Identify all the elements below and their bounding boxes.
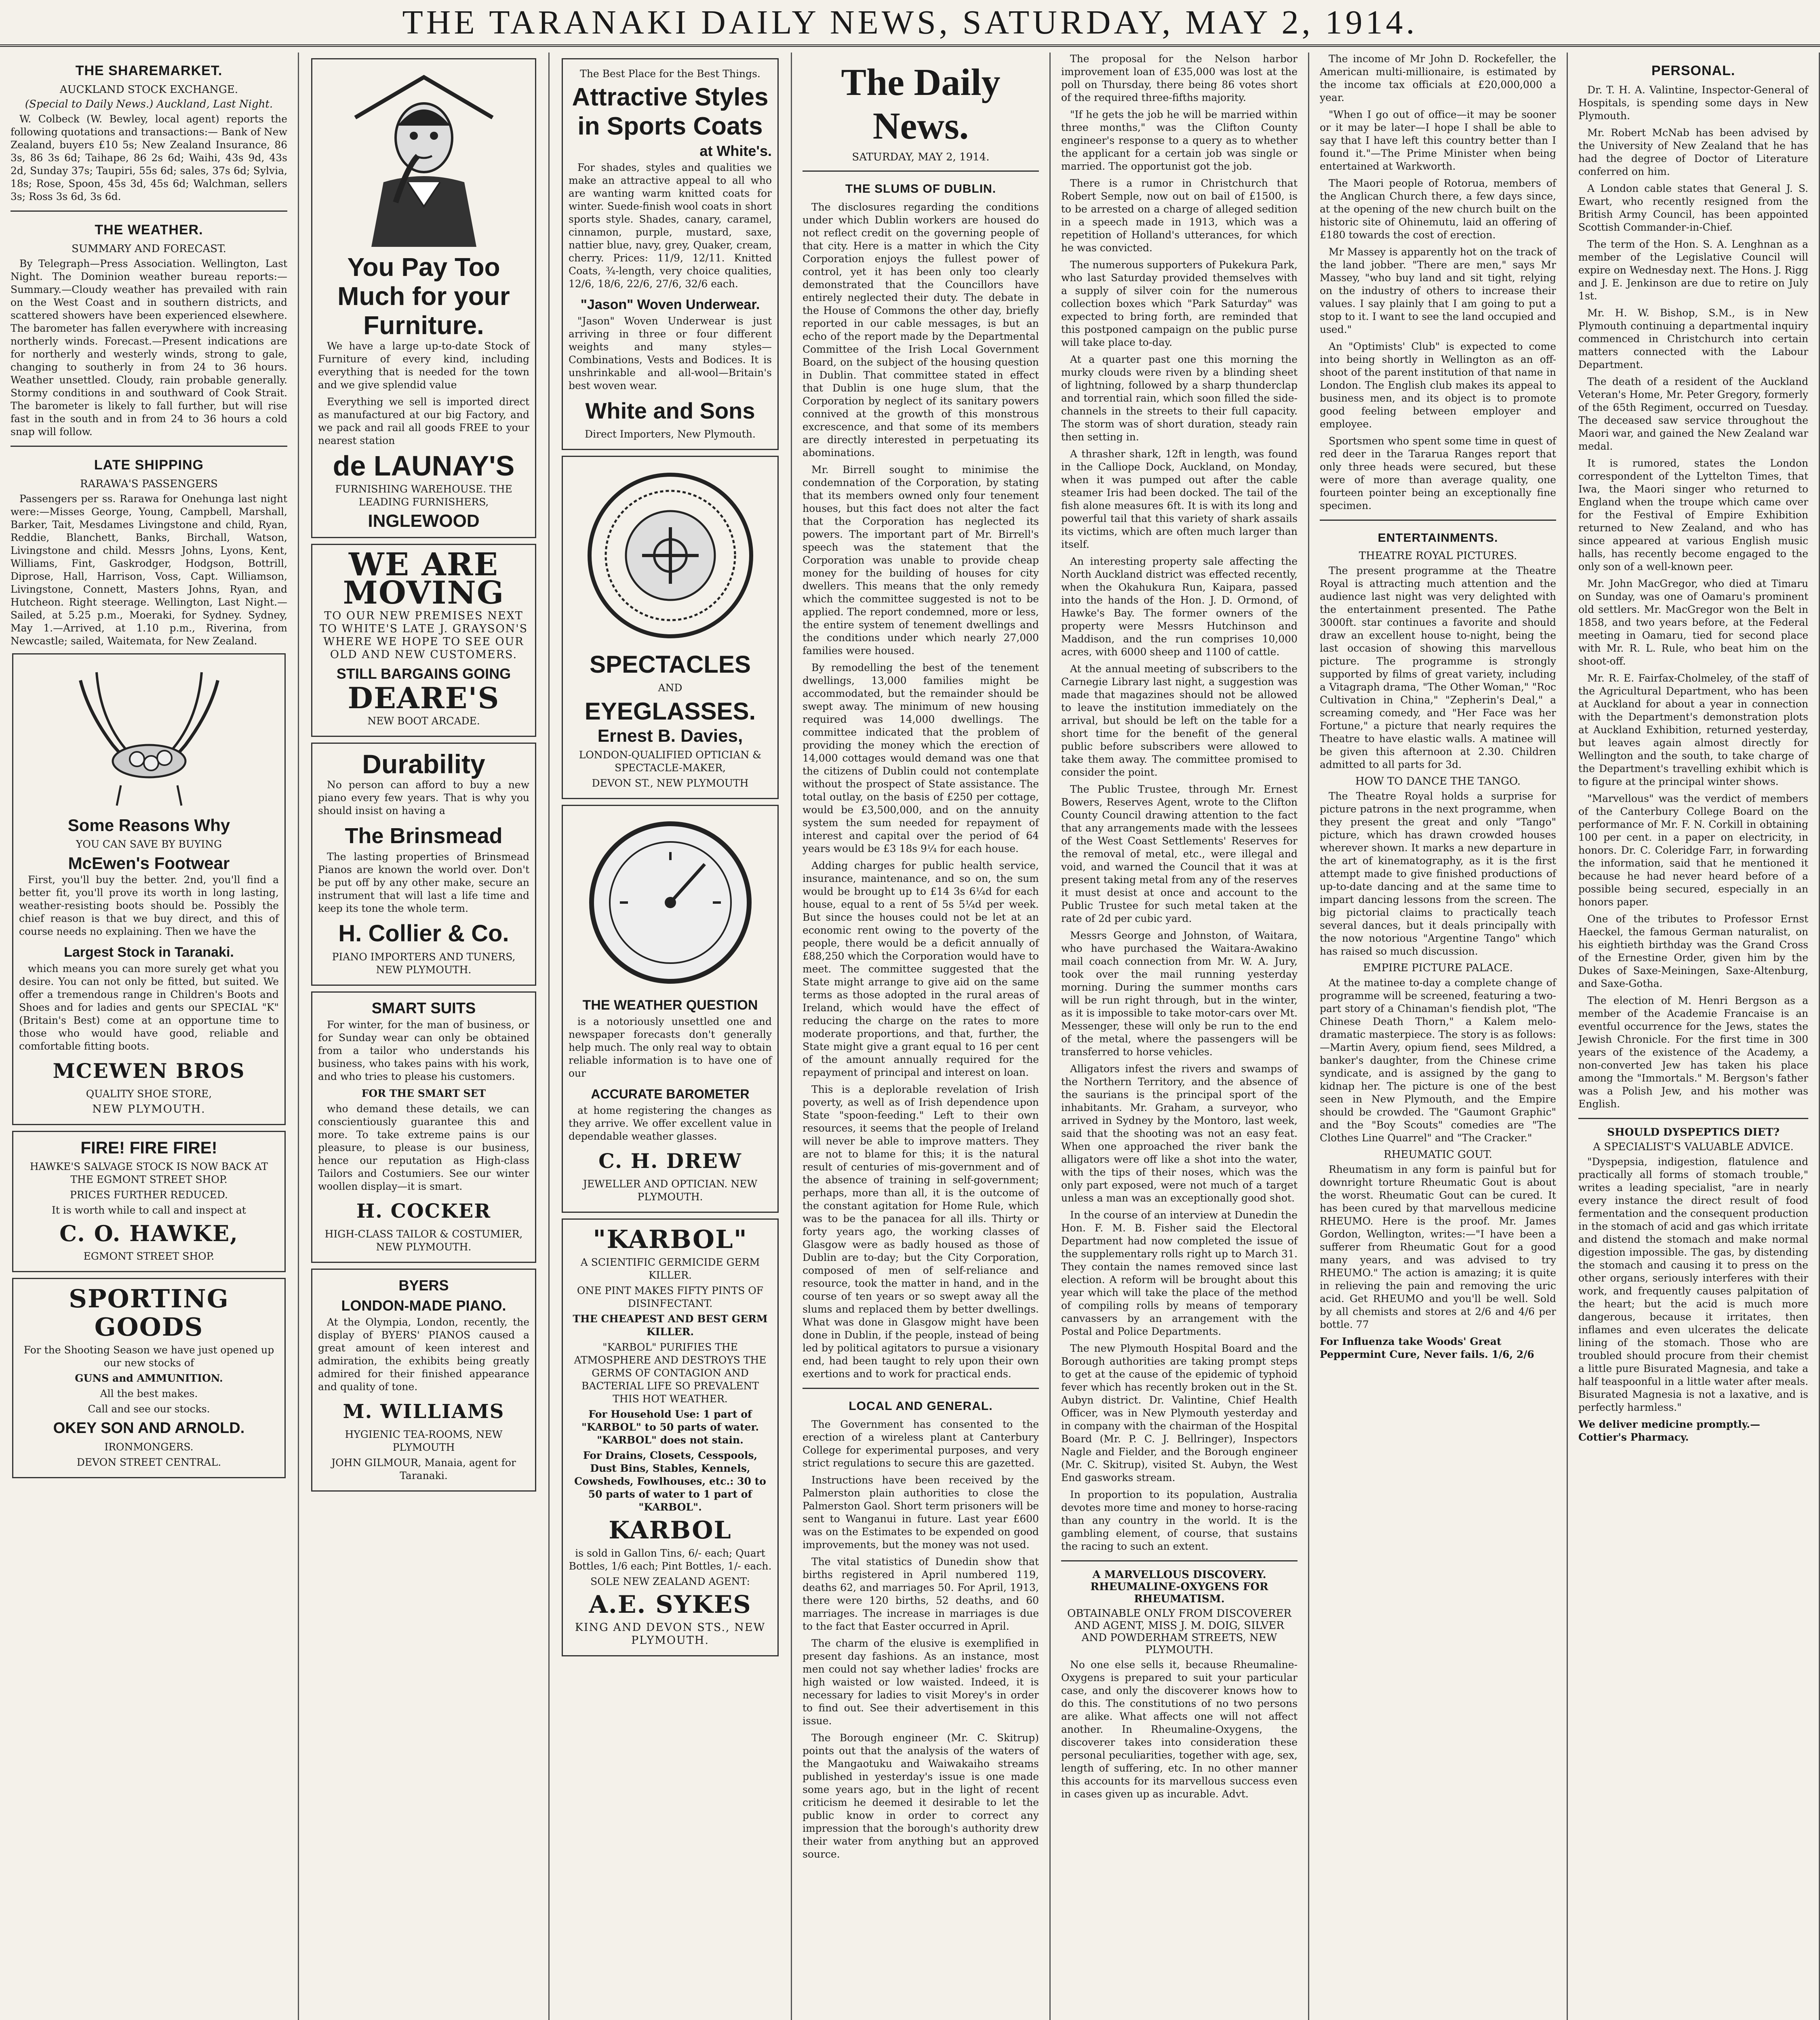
okey-name: OKEY SON AND ARNOLD. bbox=[53, 1420, 245, 1437]
cocker-name: H. COCKER bbox=[356, 1200, 491, 1223]
exchange-heading: AUCKLAND STOCK EXCHANGE. bbox=[59, 84, 238, 96]
advice-heading: A SPECIALIST'S VALUABLE ADVICE. bbox=[1593, 1141, 1794, 1153]
news-paragraph: At a quarter past one this morning the murky clouds were riven by a blinding sheet of lightning, followed by a sharp thunderclap and torrential rain, which soon filled the side-channels in the streets to their full capacity. The storm was of short duration, steady rain then setting in. bbox=[1061, 354, 1298, 443]
exchange-text: W. Colbeck (W. Bewley, local agent) reports the following quotations and transactions:— Bank of New Zealand, buyers £10 5s; New Zealand Insurance, 86 3s, 86 3s 6d; Taihape, 86 2s 6d; Waihi, 43s 9d, 43s 2d, Sunday 37s; Taupiri, 55s 6d; sales, 37s 6d; Sylvia, 18s; Rose, Spoon, 45s 3d, 45s 6d; Walchman, sellers 3s; Ross 3s 6d, 3s 6d. bbox=[11, 113, 287, 202]
collier-subtitle: PIANO IMPORTERS AND TUNERS, NEW PLYMOUTH. bbox=[332, 951, 516, 976]
divider bbox=[803, 170, 1039, 172]
column-2 bbox=[299, 53, 550, 2020]
drew-advert bbox=[562, 805, 779, 1213]
byers-text: At the Olympia, London, recently, the display of BYERS' PIANOS caused a great amount of keen interest and admiration, the exhibits being greatly admired for their finished appearance and quality of tone. bbox=[318, 1316, 529, 1393]
deares-advert bbox=[311, 544, 536, 737]
man-portrait-illustration bbox=[347, 69, 501, 247]
discovery-text: No one else sells it, because Rheumaline-Oxygens is prepared to suit your particular case, and only the discoverer knows how to do this. The constitutions of no two persons are alike. What affects one will not affect another. In Rheumaline-Oxygens, the discoverer takes into consideration these personal peculiarities, together with age, sex, length of suffering, etc. In no other manner this accounts for its marvellous success even in cases given up as incurable. Advt. bbox=[1061, 1659, 1298, 1800]
dyspeptics-heading: SHOULD DYSPEPTICS DIET? bbox=[1607, 1126, 1780, 1138]
cocker-subtitle: HIGH-CLASS TAILOR & COSTUMIER, NEW PLYMOUTH. bbox=[324, 1228, 523, 1253]
personal-paragraph: Mr. R. E. Fairfax-Cholmeley, of the staff of the Agricultural Department, who has been at Auckland for about a year in connection with the Department's demonstration plots at Auckland Exhibition, returned yesterday, but leaves again almost directly for Wellington and the south, to take charge of the Department's travelling exhibit which is to figure at the principal winter shows. bbox=[1578, 672, 1808, 787]
fire-worth: It is worth while to call and inspect at bbox=[52, 1204, 246, 1216]
hawke-advert bbox=[12, 1131, 286, 1272]
karbol-pint: ONE PINT MAKES FIFTY PINTS OF DISINFECTANT. bbox=[577, 1285, 764, 1309]
paper-date: SATURDAY, MAY 2, 1914. bbox=[852, 151, 990, 163]
pay-title: You Pay Too Much for your Furniture. bbox=[337, 253, 510, 340]
karbol-drains: For Drains, Closets, Cesspools, Dust Bins, Stables, Kennels, Cowsheds, Fowlhouses, etc.: 30 to 50 parts of water to 1 part of "KARBOL". bbox=[574, 1450, 766, 1513]
sporting-call: Call and see our stocks. bbox=[88, 1403, 210, 1415]
news-paragraph: An "Optimists' Club" is expected to come into being shortly in Wellington as an off-shoot of the parent institution of that name in London. The English club makes its appeal to business men, and its object is to promote good feeling between employer and employee. bbox=[1320, 341, 1556, 430]
gout-text: Rheumatism in any form is painful but for downright torture Rheumatic Gout is about the worst. Rheumatic Gout can be cured. It has been cured by that marvellous medicine RHEUMO. Here is the proof. Mr. James Gordon, Wellington, writes:—"I have been a sufferer from Rheumatic Gout for a good many years, and was advised to try RHEUMO." The action is amazing; it is quite in relieving the pain and removing the uric acid. Get RHEUMO and you'll be well. Sold by all chemists and stores at 2/6 and 4/6 per bottle. 77 bbox=[1320, 1164, 1556, 1330]
williams-subtitle: HYGIENIC TEA-ROOMS, NEW PLYMOUTH bbox=[345, 1429, 503, 1453]
footwear-title: McEwen's Footwear bbox=[68, 854, 230, 873]
deares-subtitle: NEW BOOT ARCADE. bbox=[367, 715, 480, 727]
mcewen-subtitle: QUALITY SHOE STORE, bbox=[86, 1088, 212, 1100]
news-paragraph: Sportsmen who spent some time in quest of red deer in the Tararua Ranges report that only three heads were secured, but these were of more than average quality, one fourteen pointer being an exceptionally fine specimen. bbox=[1320, 435, 1556, 511]
cocker-advert bbox=[311, 991, 536, 1263]
moving-title: WE ARE MOVING bbox=[343, 546, 505, 611]
news-paragraph: The numerous supporters of Pukekura Park, who last Saturday provided themselves with a supply of silver coin for the numerous collection boxes which "Park Saturday" was expected to bring forth, are reminded that this postponed campaign on the public purse will take place to-day. bbox=[1061, 259, 1298, 348]
sporting-advert bbox=[12, 1278, 286, 1478]
smart-text: For winter, for the man of business, or for Sunday wear can only be obtained from a tailor who understands his business, who takes pains with his work, and who tries to please his customers. bbox=[318, 1019, 529, 1082]
column-5 bbox=[1051, 53, 1309, 2020]
news-paragraph: The Maori people of Rotorua, members of the Anglican Church there, a few days since, at the opening of the new church built on the historic site of Ohinemutu, laid an offering of £180 towards the cost of erection. bbox=[1320, 177, 1556, 241]
brinsmead-text: The lasting properties of Brinsmead Pianos are known the world over. Don't be put off by any other make, secure an instrument that will last a life time and keep its tone the whole term. bbox=[318, 851, 529, 914]
drew-subtitle: JEWELLER AND OPTICIAN. NEW PLYMOUTH. bbox=[583, 1178, 758, 1203]
divider bbox=[1061, 1560, 1298, 1561]
barometer-icon bbox=[583, 816, 757, 989]
sporting-best: All the best makes. bbox=[100, 1388, 198, 1399]
column-6 bbox=[1309, 53, 1568, 2020]
bargains-text: STILL BARGAINS GOING bbox=[336, 665, 511, 682]
personal-paragraph: The election of M. Henri Bergson as a member of the Academie Francaise is an eventful occurrence for the Jews, states the Jewish Chronicle. For the first time in 300 years of the existence of the Academy, a non-converted Jew has taken his place among the "Immortals." M. Bergson's father was a Polish Jew, and his mother was English. bbox=[1578, 995, 1808, 1110]
news-paragraph: A thrasher shark, 12ft in length, was found in the Calliope Dock, Auckland, on Monday, when it was pumped out after the cable steamer Iris had been docked. The tail of the fish alone measures 6ft. It is with its long and powerful tail that this variety of shark assails its victims, which are often much larger than itself. bbox=[1061, 448, 1298, 550]
personal-paragraph: A London cable states that General J. S. Ewart, who recently resigned from the British Army Council, has been appointed Scottish Commander-in-Chief. bbox=[1578, 183, 1808, 233]
reasons-subtitle: YOU CAN SAVE BY BUYING bbox=[76, 838, 222, 850]
news-paragraph: The Public Trustee, through Mr. Ernest Bowers, Reserves Agent, wrote to the Clifton County Council drawing attention to the fact that any arrangements made with the lessees of the West Coast Settlements' Reserves for the removal of metal, etc., were illegal and void, and warned the Council that it was at present taking metal from any of the reserves it must desist at once and account to the Public Trustee for such metal taken at the rate of 2d per cubic yard. bbox=[1061, 783, 1298, 924]
news-paragraph: The income of Mr John D. Rockefeller, the American multi-millionaire, is estimated by the income tax officials at £20,000,000 a year. bbox=[1320, 53, 1556, 103]
column-3 bbox=[550, 53, 792, 2020]
influenza-notice: For Influenza take Woods' Great Peppermint Cure, Never fails. 1/6, 2/6 bbox=[1320, 1336, 1534, 1360]
news-paragraph: "If he gets the job he will be married within three months," was the Clifton County engineer's response to a query as to whether the applicant for a certain job was single or married. The opportunist got the job. bbox=[1061, 109, 1298, 172]
optician-seal-emblem bbox=[581, 467, 759, 644]
sharemarket-heading: THE SHAREMARKET. bbox=[75, 63, 223, 78]
barometer-heading: ACCURATE BAROMETER bbox=[591, 1087, 750, 1101]
delaunay-advert bbox=[311, 58, 536, 538]
sykes-address: KING AND DEVON STS., NEW PLYMOUTH. bbox=[575, 1621, 766, 1647]
news-paragraph: There is a rumor in Christchurch that Robert Semple, now out on bail of £1500, is to be arrested on a charge of alleged sedition in a speech made in 1913, which was a repetition of Holland's utterances, for which he was convicted. bbox=[1061, 177, 1298, 254]
shipping-text: Passengers per ss. Rarawa for Onehunga last night were:—Misses George, Young, Campbell, Marshall, Barker, Tait, Mesdames Livingstone and child, Ryan, Reddie, Blanchett, Banks, Birchall, Watson, Livingstone and child. Messrs Johns, Lyons, Kent, Williams, Fint, Gaskrodger, Hodgson, Bottrill, Diprose, Hall, Harrison, Voss, Capt. Williamson, Livingstone, Connett, Masters Johns, Ryan, and Hutcheon. Right steerage. Wellington, Last Night.—Sailed, at 5.25 p.m., Moeraki, for Sydney. Sydney, May 1.—Arrived, at 1.10 p.m., Riverina, from Newcastle; sailed, Waitemata, for New Zealand. bbox=[11, 493, 287, 647]
davies-advert bbox=[562, 456, 779, 799]
tango-heading: HOW TO DANCE THE TANGO. bbox=[1355, 775, 1521, 787]
exchange-subhead: (Special to Daily News.) Auckland, Last Night. bbox=[25, 98, 273, 110]
footwear-text: First, you'll buy the better. 2nd, you'll find a better fit, you'll prove its worth in long lasting, weather-resisting boots should be. Possibly the chief reason is that we buy direct, and this of course needs no explaining. Then we have the bbox=[19, 874, 279, 937]
personal-paragraph: Mr. Robert McNab has been advised by the University of New Zealand that he has had the degree of Doctor of Literature conferred on him. bbox=[1578, 127, 1808, 177]
byers-heading: BYERS bbox=[398, 1277, 449, 1294]
divider bbox=[1578, 1118, 1808, 1119]
news-paragraph: The proposal for the Nelson harbor improvement loan of £35,000 was lost at the poll on Thursday, there being 86 votes short of the required three-fifths majority. bbox=[1061, 53, 1298, 103]
durability-title: Durability bbox=[362, 749, 485, 779]
gout-heading: RHEUMATIC GOUT. bbox=[1384, 1149, 1492, 1161]
news-paragraph: In the course of an interview at Dunedin the Hon. F. M. B. Fisher said the Electoral Department had now completed the issue of the supplementary rolls right up to March 31. They contain the names removed since last election. A reform will be brought about this year which will take the place of the method of compiling rolls by means of temporary canvassers by an arrangement with the Postal and Police Departments. bbox=[1061, 1209, 1298, 1337]
masthead bbox=[0, 0, 1820, 47]
news-paragraph: Mr Massey is apparently hot on the track of the land jobber. "There are men," says Mr Massey, "who buy land and sit tight, relying on the industry of others to increase their values. I say plainly that I am going to put a stop to it. I want to see the land occupied and used." bbox=[1320, 246, 1556, 335]
collier-advert bbox=[311, 743, 536, 986]
question-text: is a notoriously unsettled one and newspaper forecasts don't generally help much. The only real way to obtain reliable information is to have one of our bbox=[569, 1016, 772, 1079]
karbol-name: KARBOL bbox=[609, 1516, 732, 1544]
local-paragraph: The Government has consented to the erection of a wireless plant at Canterbury College for experimental purposes, and very strict regulations to secure this are gazetted. bbox=[803, 1418, 1039, 1469]
hawke-name: C. O. HAWKE, bbox=[59, 1220, 238, 1246]
personal-paragraph: Dr. T. H. A. Valintine, Inspector-General of Hospitals, is spending some days in New Plymouth. bbox=[1578, 84, 1808, 122]
personal-paragraph: Mr. H. W. Bishop, S.M., is in New Plymouth continuing a departmental inquiry commenced in Christchurch into certain matters connected with the Labour Department. bbox=[1578, 307, 1808, 370]
slums-paragraph: The disclosures regarding the conditions under which Dublin workers are housed do not reflect credit on the governing people of that city. Here is a matter in which the City Corporation enjoys the fullest power of control, yet it has been only too clearly demonstrated that the Councillors have entirely neglected their duty. The debate in the House of Commons the other day, briefly reported in our cable messages, is but an echo of the report made by the Departmental Committee of the Irish Local Government Board, on the subject of the housing question in Dublin. That committee stated in effect that Dublin is one huge slum, that the Corporation by neglect of its sanitary powers connived at the growth of this monstrous excrescence, and that some of its members are directly interested in perpetuating its abominations. bbox=[803, 201, 1039, 459]
mcewen-name: MCEWEN BROS bbox=[53, 1059, 245, 1083]
weather-subhead: SUMMARY AND FORECAST. bbox=[72, 243, 226, 255]
local-paragraph: The vital statistics of Dunedin show that births registered in April numbered 119, deaths 62, and marriages 50. For April, 1913, there were 120 births, 52 deaths, and 60 marriages. The increase in marriages is due to the fact that Easter occurred in April. bbox=[803, 1556, 1039, 1632]
personal-heading: PERSONAL. bbox=[1651, 63, 1736, 78]
smart-set-heading: FOR THE SMART SET bbox=[361, 1088, 486, 1099]
divider bbox=[1320, 520, 1556, 521]
news-paragraph: The new Plymouth Hospital Board and the Borough authorities are taking prompt steps to get at the cause of the epidemic of typhoid fever which has recently broken out in the St. Aubyn district. Dr. Valintine, Chief Health Officer, was in New Plymouth yesterday and in company with the chairman of the Hospital Board (Mr. P. C. J. Bellringer), Inspectors Nagle and Fielder, and the Borough engineer (Mr. C. Skitrup), visited St. Aubyn, the West End gasworks stream. bbox=[1061, 1342, 1298, 1483]
theatre-heading: THEATRE ROYAL PICTURES. bbox=[1359, 550, 1517, 562]
divider bbox=[803, 1388, 1039, 1389]
news-paragraph: An interesting property sale affecting the North Auckland district was effected recently, when the Okahukura Run, Kaipara, passed into the hands of the Hon. J. D. Ormond, of Hawke's Bay. The former owners of the property were Messrs Hutchinson and Maddison, and the run comprises 10,000 acres, with 6000 sheep and 1100 of cattle. bbox=[1061, 556, 1298, 658]
okey-subtitle: IRONMONGERS. bbox=[104, 1441, 194, 1453]
empire-text: At the matinee to-day a complete change of programme will be screened, featuring a two-part story of a Chinaman's fiendish plot, "The Chinese Death Thorn," a Kalem melo-dramatic masterpiece. The story is as follows:—Martin Avery, opium fiend, sees Mildred, a banker's daughter, from the Chinese crime syndicate, and is assigned by the gang to kidnap her. The picture is one of the best seen in New Plymouth, and the Empire should be crowded. The "Gaumont Graphic" and the "Boy Scouts" comedies are "The Clothes Line Quarrel" and "The Cracker." bbox=[1320, 977, 1556, 1144]
personal-paragraph: The term of the Hon. S. A. Lenghnan as a member of the Legislative Council will expire on Wednesday next. The Hons. J. Rigg and J. E. Jenkinson are due to retire on July 1st. bbox=[1578, 238, 1808, 302]
brinsmead-title: The Brinsmead bbox=[345, 824, 503, 848]
personal-paragraph: The death of a resident of the Auckland Veteran's Home, Mr. Peter Gregory, formerly of the 65th Regiment, occurred on Tuesday. The deceased saw service throughout the Maori war, and gained the New Zealand war medal. bbox=[1578, 376, 1808, 452]
jason-heading: "Jason" Woven Underwear. bbox=[580, 297, 760, 312]
williams-name: M. WILLIAMS bbox=[343, 1400, 505, 1423]
okey-address: DEVON STREET CENTRAL. bbox=[76, 1456, 221, 1468]
byers-advert bbox=[311, 1269, 536, 1492]
williams-agent: JOHN GILMOUR, Manaia, agent for Taranaki. bbox=[331, 1457, 516, 1481]
white-at: at White's. bbox=[699, 143, 772, 159]
sykes-name: A.E. SYKES bbox=[589, 1591, 752, 1619]
discovery-subhead: OBTAINABLE ONLY FROM DISCOVERER AND AGENT, MISS J. M. DOIG, SILVER AND POWDERHAM STREETS, NEW PLYMOUTH. bbox=[1067, 1608, 1291, 1656]
personal-paragraph: "Marvellous" was the verdict of members of the Canterbury College Board on the performance of Mr. F. N. Corkill in obtaining 100 per cent. in a paper on electricity, in honors. Dr. C. Coleridge Farr, in forwarding the information, said that he mentioned it because he had never heard before of a possible being secured, especially in an honors paper. bbox=[1578, 793, 1808, 908]
personal-paragraph: Mr. John MacGregor, who died at Timaru on Sunday, was one of Oamaru's prominent old settlers. Mr. MacGregor won the Belt in 1858, and two years before, at the Federal meeting in Oamaru, tied for second place with Mr. R. L. Rule, who beat him on the shoot-off. bbox=[1578, 578, 1808, 667]
news-paragraph: At the annual meeting of subscribers to the Carnegie Library last night, a suggestion was made that magazines should not be allowed to leave the institution immediately on the arrival, but should be left on the table for a short time for the benefit of the general public before subscribers were allowed to take them away. The committee promised to consider the point. bbox=[1061, 663, 1298, 778]
tango-text: The Theatre Royal holds a surprise for picture patrons in the next programme, when they present the great and only "Tango" picture, which has drawn crowded houses wherever shown. It marks a new departure in the art of kinematography, as it is the first attempt made to give finished productions of up-to-date dancing and at the same time to impart dancing lessons from the screen. The big pictorial claims to practically teach several dances, but it deals principally with the now notorious "Argentine Tango" which has raised so much discussion. bbox=[1320, 790, 1556, 957]
question-heading: THE WEATHER QUESTION bbox=[582, 997, 758, 1013]
shipping-heading: LATE SHIPPING bbox=[94, 457, 204, 473]
news-paragraph: In proportion to its population, Australia devotes more time and money to horse-racing than any country in the world. It is the gambling element, of course, that sustains the racing to such an extent. bbox=[1061, 1489, 1298, 1552]
shipping-subhead: RARAWA'S PASSENGERS bbox=[80, 478, 218, 490]
masthead-title: THE TARANAKI DAILY NEWS, SATURDAY, MAY 2, 1914. bbox=[402, 3, 1418, 41]
largest-stock: Largest Stock in Taranaki. bbox=[64, 945, 234, 960]
spectacles-and: AND bbox=[658, 682, 682, 694]
davies-address: DEVON ST., NEW PLYMOUTH bbox=[592, 777, 749, 789]
delaunay-town: INGLEWOOD bbox=[368, 511, 480, 531]
local-paragraph: Instructions have been received by the Palmerston plain authorities to close the Palmerston Gaol. Short term prisoners will be sent to Wanganui in future. Last year £600 was on the Estimates to be expended on good improvements, but the money was not used. bbox=[803, 1474, 1039, 1551]
personal-paragraph: One of the tributes to Professor Ernst Haeckel, the famous German naturalist, on his eightieth birthday was the Grand Cross of the Ernestine Order, given him by the Dukes of Saxe-Meiningen, Saxe-Altenburg, and Saxe-Gotha. bbox=[1578, 913, 1808, 989]
byers-title: LONDON-MADE PIANO. bbox=[341, 1297, 506, 1314]
discovery-heading: A MARVELLOUS DISCOVERY. RHEUMALINE-OXYGENS FOR RHEUMATISM. bbox=[1090, 1569, 1268, 1605]
white-text: For shades, styles and qualities we make an attractive appeal to all who are wanting warm knitted coats for winter. Suede-finish wool coats in short sports style. Shades, canary, caramel, cinnamon, purple, mustard, saxe, nattier blue, navy, grey, Quaker, cream, cherry. Prices: 11/9, 12/11. Knitted Coats, ¾-length, very choice qualities, 12/6, 18/6, 22/6, 27/6, 32/6 each. bbox=[569, 162, 772, 290]
slums-paragraph: By remodelling the best of the tenement dwellings, 13,000 families might be accommodated, but the remainder should be swept away. The minimum of new housing required was 14,000 dwellings. The committee indicated that the problem of providing the money which the erection of 14,000 cottages would demand was one that the citizens of Dublin could not contemplate without the prospect of State assistance. The total outlay, on the basis of £250 per cottage, would be £3,500,000, and on the annuity system the sum needed for repayment of interest and capital over the period of 64 years would be £3 18s 9¼ for each house. bbox=[803, 662, 1039, 854]
delaunay-name: de LAUNAY'S bbox=[333, 450, 515, 482]
empire-heading: EMPIRE PICTURE PALACE. bbox=[1363, 962, 1513, 974]
hawke-address: EGMONT STREET SHOP. bbox=[83, 1250, 215, 1262]
collier-name: H. Collier & Co. bbox=[338, 920, 509, 947]
jason-text: "Jason" Woven Underwear is just arriving in three or four different weights and many styles—Combinations, Vests and Bodices. It is unshrinkable and all-wool—Britain's best woven wear. bbox=[569, 315, 772, 391]
karbol-household: For Household Use: 1 part of "KARBOL" to 50 parts of water. "KARBOL" does not stain. bbox=[581, 1408, 759, 1446]
divider bbox=[11, 446, 287, 447]
slums-paragraph: This is a deplorable revelation of Irish poverty, as well as of Irish dependence upon State "spoon-feeding." Left to their own resources, it seems that the people of Ireland will never be able to improve matters. They are not to blame for this; it is the natural result of centuries of mis-government and of the absence of training in self-government; perhaps, more than all, it is the outcome of the constant agitation for Home Rule, which was to be the panacea for all ills. Thirty or forty years ago, the working classes of Glasgow were as badly housed as those of Dublin are to-day; but the City Corporation, composed of men of self-reliance and resource, took the matter in hand, and in the course of ten years or so swept away all the slums and replaced them by better dwellings. What was done in Glasgow might have been done in Dublin, if the people, instead of being led by political agitators to pursue a visionary end, had been taught to rely upon their own exertions and to work for practical ends. bbox=[803, 1084, 1039, 1380]
delaunay-subtitle: FURNISHING WAREHOUSE. THE LEADING FURNISHERS, bbox=[335, 483, 512, 508]
davies-name: Ernest B. Davies, bbox=[597, 726, 743, 746]
white-advert bbox=[562, 58, 779, 450]
karbol-advert bbox=[562, 1218, 779, 1656]
pay-text-2: Everything we sell is imported direct as manufactured at our big Factory, and we pack and rail all goods FREE to your nearest station bbox=[318, 396, 529, 446]
davies-subtitle: LONDON-QUALIFIED OPTICIAN & SPECTACLE-MAKER, bbox=[579, 749, 762, 774]
sporting-text: For the Shooting Season we have just opened up our new stocks of bbox=[23, 1344, 274, 1369]
eyeglasses-title: EYEGLASSES. bbox=[584, 698, 756, 725]
white-name: White and Sons bbox=[585, 398, 755, 423]
barometer-text: at home registering the changes as they arrive. We offer excellent value in dependable weather glasses. bbox=[569, 1105, 772, 1142]
deares-name: DEARE'S bbox=[348, 681, 500, 715]
local-heading: LOCAL AND GENERAL. bbox=[849, 1399, 993, 1413]
news-paragraph: Alligators infest the rivers and swamps of the Northern Territory, and the absence of the saurians is the principal sport of the inhabitants. Mr. Graham, a surveyor, who arrived in Sydney by the Montoro, last week, said that the shooting was not an easy feat. When one approached the river bank the alligators were off like a shot into the water, with the tips of their noses, which was the only part exposed, were not much of a target unless a man was an exceptionally good shot. bbox=[1061, 1063, 1298, 1204]
mcewen-advert bbox=[12, 653, 286, 1125]
theatre-text: The present programme at the Theatre Royal is attracting much attention and the audience last night was very delighted with the entertainment presented. The Pathe 3000ft. star continues a favorite and should draw an excellent house to-night, being the last occasion of showing this marvellous picture. The programme is strongly supported by films of great variety, including a Vitagraph drama, "The Other Woman," "Roc Cultivation in China," "Zepherin's Deal," a screaming comedy, and "Her Face was her Fortune," a picture that nearly requires the Theatre to have elastic walls. A matinee will be given this afternoon at 2.30. Children admitted to all parts for 3d. bbox=[1320, 565, 1556, 770]
smart-set-text: who demand these details, we can conscientiously guarantee this and more. To take extreme pains is our pleasure, to please is our business, hence our reputation as High-class Tailors and Costumiers. See our winter woollen display—it is smart. bbox=[318, 1103, 529, 1192]
slums-heading: THE SLUMS OF DUBLIN. bbox=[845, 182, 996, 196]
news-paragraph: "When I go out of office—it may be sooner or it may be later—I hope I shall be able to say that I have left this country better than I found it."—The Prime Minister when being entertained at Warkworth. bbox=[1320, 109, 1556, 172]
drew-name: C. H. DREW bbox=[598, 1149, 742, 1173]
personal-paragraph: It is rumored, states the London correspondent of the Lyttelton Times, that Iwa, the Maori singer who returned to England when the troupe which came over for the Festival of Empire Exhibition returned to New Zealand, and who has since appeared at various English music halls, has recently become engaged to the only son of a well-known peer. bbox=[1578, 457, 1808, 572]
pay-text: We have a large up-to-date Stock of Furniture of every kind, including everything that is needed for the town and we give splendid value bbox=[318, 340, 529, 391]
karbol-sold: is sold in Gallon Tins, 6/- each; Quart Bottles, 1/6 each; Pint Bottles, 1/- each. bbox=[569, 1547, 772, 1572]
weather-heading: THE WEATHER. bbox=[95, 222, 203, 238]
sporting-items: GUNS and AMMUNITION. bbox=[75, 1372, 223, 1384]
deliver-notice: We deliver medicine promptly.—Cottier's Pharmacy. bbox=[1578, 1418, 1760, 1443]
fire-text: HAWKE'S SALVAGE STOCK IS NOW BACK AT THE EGMONT STREET SHOP. bbox=[29, 1161, 268, 1185]
reasons-title: Some Reasons Why bbox=[67, 816, 230, 835]
white-subtitle: Direct Importers, New Plymouth. bbox=[585, 428, 756, 440]
column-4 bbox=[792, 53, 1051, 2020]
slums-paragraph: Adding charges for public health service, insurance, maintenance, and so on, the sum would be brought up to £14 3s 6¼d for each house, equal to a rent of 5s 5¼d per week. But since the houses could not be let at an economic rent owing to the poverty of the people, there would be a deficit annually of £88,250 which the Corporation would have to meet. The committee suggested that the State might arrange to give aid on the same terms as those adopted in the rural areas of Ireland, which would have the effect of reducing the charge on the rates to more moderate proportions, and that, further, the State might give a grant equal to 16 per cent of the amount annually required for the repayment of principal and interest on loan. bbox=[803, 860, 1039, 1078]
karbol-agent: SOLE NEW ZEALAND AGENT: bbox=[590, 1576, 750, 1587]
weather-text: By Telegraph—Press Association. Wellington, Last Night. The Dominion weather bureau reports:— Summary.—Cloudy weather has prevailed with rain on the West Coast and in southern districts, and scattered showers have been experienced elsewhere. The barometer has fallen everywhere with increasing northerly winds. Forecast.—Present indications are for northerly and westerly winds, strong to gale, changing to southerly in from 24 to 36 hours. Weather unsettled. Cloudy, rain probable generally. Stormy conditions in and southward of Cook Strait. The barometer is likely to fall further, but will rise fast in the south and in from 24 to 36 hours a cold snap will follow. bbox=[11, 258, 287, 438]
entertainments-heading: ENTERTAINMENTS. bbox=[1378, 531, 1498, 545]
advice-text: "Dyspepsia, indigestion, flatulence and practically all forms of stomach trouble," writes a leading specialist, "are in nearly every instance the direct result of food fermentation and the consequent production in the stomach of acid and gas which irritate and distend the stomach and make normal digestion impossible. The gas, by distending the stomach and causing it to press on the other organs, seriously interferes with their work, and frequently causes palpitation of the heart; but the acid is much more dangerous, because it irritates, then inflames and even ulcerates the delicate lining of the stomach. Those who are troubled should procure from their chemist a little pure Bisurated Magnesia, and take a half teaspoonful in a little water after meals. Bisurated Magnesia is not a laxative, and is perfectly harmless." bbox=[1578, 1156, 1808, 1413]
karbol-title: "KARBOL" bbox=[593, 1225, 748, 1254]
sporting-title: SPORTING GOODS bbox=[69, 1284, 229, 1342]
local-paragraph: The Borough engineer (Mr. C. Skitrup) points out that the analysis of the waters of the Mangaotuku and Waiwakaiho streams published in yesterday's issue is one made some years ago, but in the light of recent criticism he deemed it desirable to let the public know in order to correct any impression that the borough's authority drew their water from anything but an approved source. bbox=[803, 1732, 1039, 1860]
largest-text: which means you can more surely get what you desire. You can not only be fitted, but suited. We offer a tremendous range in Children's Boots and Shoes and for ladies and gents our SPECIAL "K" (Britain's Best) come at an opportune time to those who would have good, reliable and comfortable fitting boots. bbox=[19, 963, 279, 1052]
fire-title: FIRE! FIRE FIRE! bbox=[80, 1138, 217, 1157]
news-paragraph: Messrs George and Johnston, of Waitara, who have purchased the Waitara-Awakino mail coach connection from Mr. W. A. Jury, took over the mail running yesterday morning. During the summer months cars will be run right through, but in the winter, as it is impossible to take motor-cars over Mt. Messenger, these will only be run to the end of the metal, where the passengers will be transferred to horse vehicles. bbox=[1061, 930, 1298, 1058]
fire-prices: PRICES FURTHER REDUCED. bbox=[70, 1189, 228, 1201]
white-title: Attractive Styles in Sports Coats bbox=[572, 83, 769, 140]
column-1 bbox=[0, 53, 299, 2020]
durability-text: No person can afford to buy a new piano every few years. That is why you should insist on having a bbox=[318, 779, 529, 816]
slums-paragraph: Mr. Birrell sought to minimise the condemnation of the Corporation, by stating that its members owned only four tenement houses, but this fact does not alter the fact that the Corporation has neglected its powers. The important part of Mr. Birrell's speech was the statement that the Corporation was unable to provide cheap money for the building of houses for city dwellers. This means that the only remedy which the committee suggested is not to be applied. The report condemned, more or less, the entire system of tenement dwellings and the conditions under which nearly 27,000 families were housed. bbox=[803, 464, 1039, 656]
spectacles-title: SPECTACLES bbox=[590, 651, 751, 678]
smart-title: SMART SUITS bbox=[371, 1000, 476, 1017]
column-7 bbox=[1568, 53, 1820, 2020]
karbol-purifies: "KARBOL" PURIFIES THE ATMOSPHERE AND DESTROYS THE GERMS OF CONTAGION AND BACTERIAL LIFE SO PREVALENT THIS HOT WEATHER. bbox=[574, 1341, 767, 1405]
local-paragraph: The charm of the elusive is exemplified in present day fashions. As an instance, most men could not say whether ladies' frocks are high waisted or low waisted. Indeed, it is necessary for ladies to visit Morey's in order to find out. See their advertisement in this issue. bbox=[803, 1637, 1039, 1727]
paper-title: The Daily News. bbox=[841, 61, 1001, 147]
karbol-subtitle: A SCIENTIFIC GERMICIDE GERM KILLER. bbox=[580, 1256, 760, 1281]
mcewen-town: NEW PLYMOUTH. bbox=[92, 1103, 206, 1115]
white-tagline: The Best Place for the Best Things. bbox=[580, 68, 760, 80]
karbol-cheapest: THE CHEAPEST AND BEST GERM KILLER. bbox=[573, 1313, 768, 1338]
divider bbox=[11, 210, 287, 212]
moving-text: TO OUR NEW PREMISES NEXT TO WHITE'S LATE J. GRAYSON'S WHERE WE HOPE TO SEE OUR OLD AND NEW CUSTOMERS. bbox=[319, 610, 528, 661]
hands-with-coins-icon bbox=[64, 664, 234, 810]
